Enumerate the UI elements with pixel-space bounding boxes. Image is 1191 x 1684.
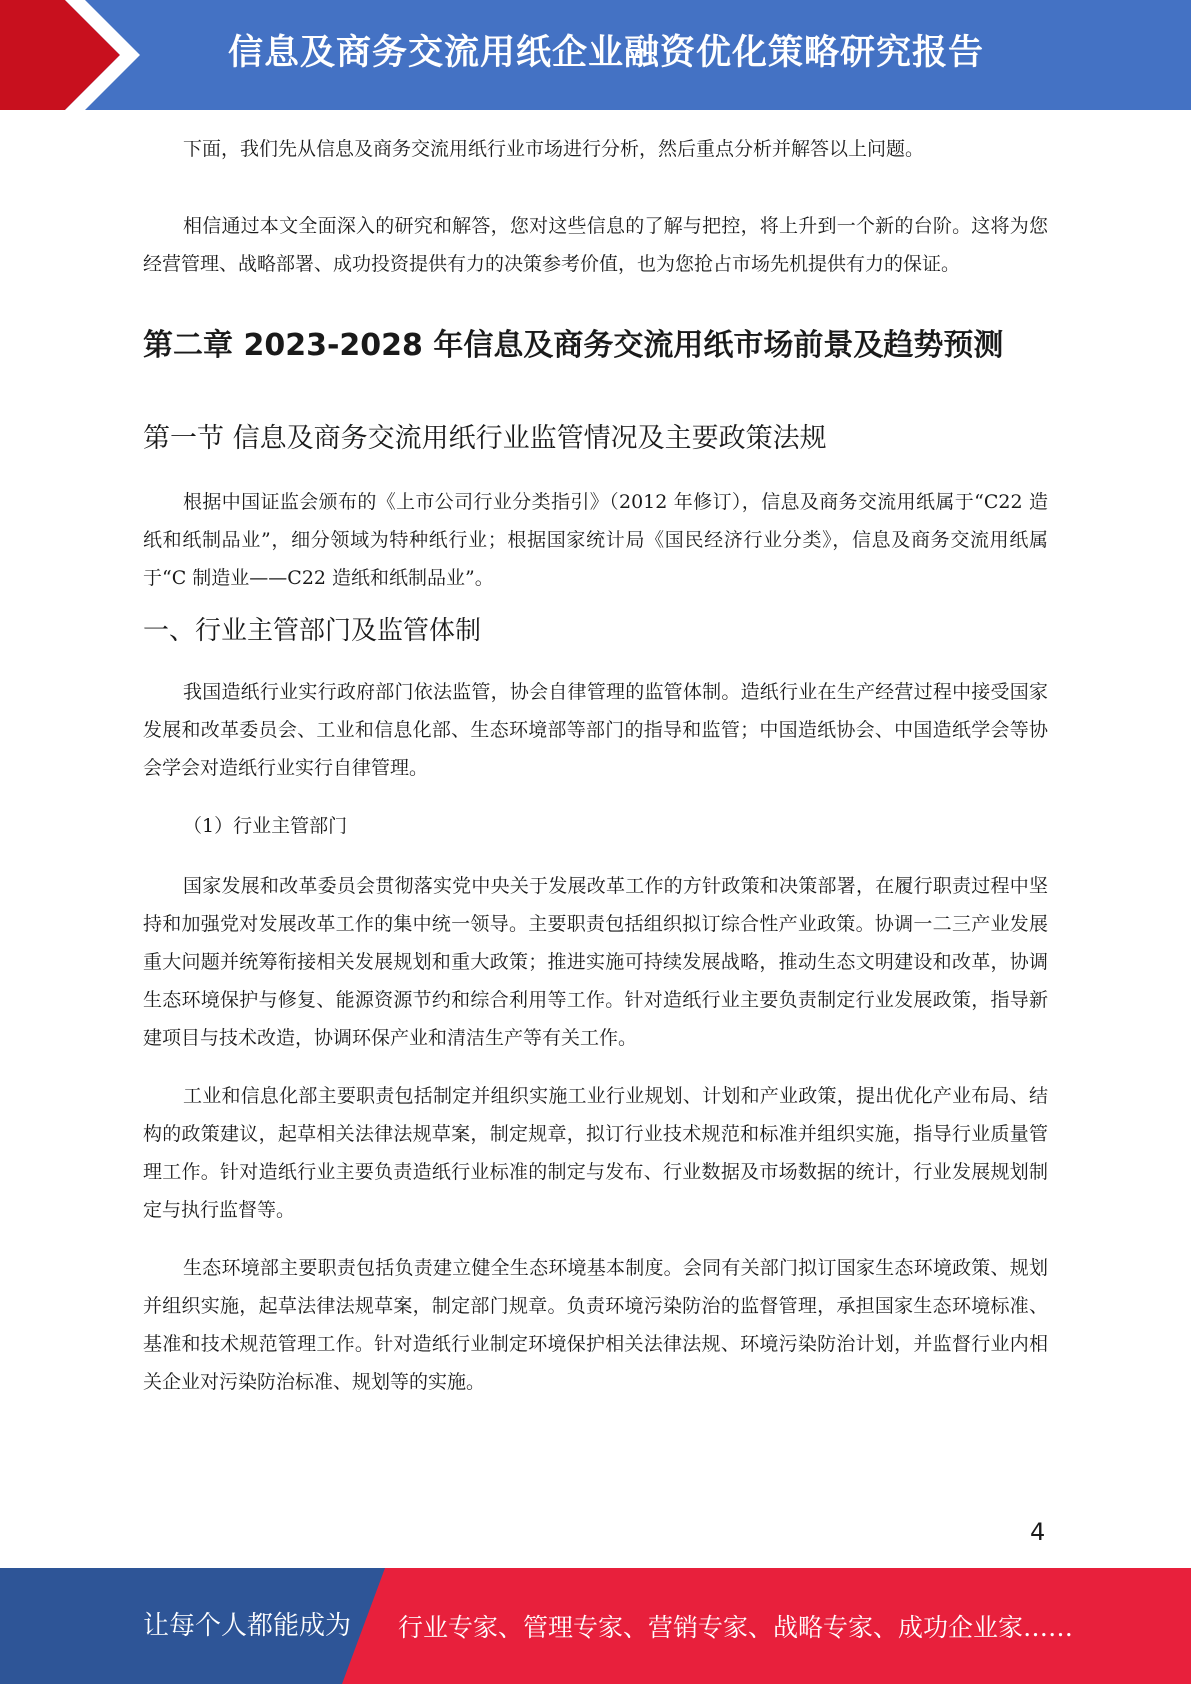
- miit-paragraph: 工业和信息化部主要职责包括制定并组织实施工业行业规划、计划和产业政策，提出优化产业布局、结构的政策建议，起草相关法律法规草案，制定规章，拟订行业技术规范和标准并组织实施，指导行业质量管理工作。针对造纸行业主要负责造纸行业标准的制定与发布、行业数据及市场数据的统计，行业发展规划制定与执行监督等。: [143, 1085, 1048, 1221]
- classification-paragraph: 根据中国证监会颁布的《上市公司行业分类指引》（2012 年修订），信息及商务交流用纸属于“C22 造纸和纸制品业”，细分领域为特种纸行业；根据国家统计局《国民经济行业分类》，信息及商务交流用纸属于“C 制造业——C22 造纸和纸制品业”。: [143, 491, 1048, 589]
- chapter-heading: 第二章 2023-2028 年信息及商务交流用纸市场前景及趋势预测: [143, 328, 1004, 363]
- footer-slogan-right: 行业专家、管理专家、营销专家、战略专家、成功企业家……: [398, 1613, 1074, 1642]
- page-header: [0, 0, 1191, 110]
- ndrc-paragraph: 国家发展和改革委员会贯彻落实党中央关于发展改革工作的方针政策和决策部署，在履行职责过程中坚持和加强党对发展改革工作的集中统一领导。主要职责包括组织拟订综合性产业政策。协调一二三产业发展重大问题并统筹衔接相关发展规划和重大政策；推进实施可持续发展战略，推动生态文明建设和改革，协调生态环境保护与修复、能源资源节约和综合利用等工作。针对造纸行业主要负责制定行业发展政策，指导新建项目与技术改造，协调环保产业和清洁生产等有关工作。: [143, 875, 1048, 1049]
- regulation-paragraph: 我国造纸行业实行政府部门依法监管，协会自律管理的监管体制。造纸行业在生产经营过程中接受国家发展和改革委员会、工业和信息化部、生态环境部等部门的指导和监管；中国造纸协会、中国造纸学会等协会学会对造纸行业实行自律管理。: [143, 681, 1048, 779]
- page-number: 4: [1030, 1518, 1046, 1546]
- report-title: 信息及商务交流用纸企业融资优化策略研究报告: [228, 33, 985, 73]
- intro-paragraph: 下面，我们先从信息及商务交流用纸行业市场进行分析，然后重点分析并解答以上问题。: [183, 138, 925, 160]
- subsection-heading: 一、行业主管部门及监管体制: [143, 616, 482, 646]
- section-heading: 第一节 信息及商务交流用纸行业监管情况及主要政策法规: [143, 423, 827, 454]
- document-body: [143, 130, 1048, 1401]
- item-heading: （1）行业主管部门: [183, 815, 348, 837]
- page-footer: [0, 1568, 1191, 1684]
- header-arrow-decoration: [0, 0, 160, 110]
- summary-paragraph: 相信通过本文全面深入的研究和解答，您对这些信息的了解与把控，将上升到一个新的台阶。这将为您经营管理、战略部署、成功投资提供有力的决策参考价值，也为您抢占市场先机提供有力的保证。: [143, 215, 1048, 275]
- footer-slogan-left: 让每个人都能成为: [143, 1611, 352, 1641]
- mee-paragraph: 生态环境部主要职责包括负责建立健全生态环境基本制度。会同有关部门拟订国家生态环境政策、规划并组织实施，起草法律法规草案，制定部门规章。负责环境污染防治的监督管理，承担国家生态环境标准、基准和技术规范管理工作。针对造纸行业制定环境保护相关法律法规、环境污染防治计划，并监督行业内相关企业对污染防治标准、规划等的实施。: [143, 1257, 1048, 1393]
